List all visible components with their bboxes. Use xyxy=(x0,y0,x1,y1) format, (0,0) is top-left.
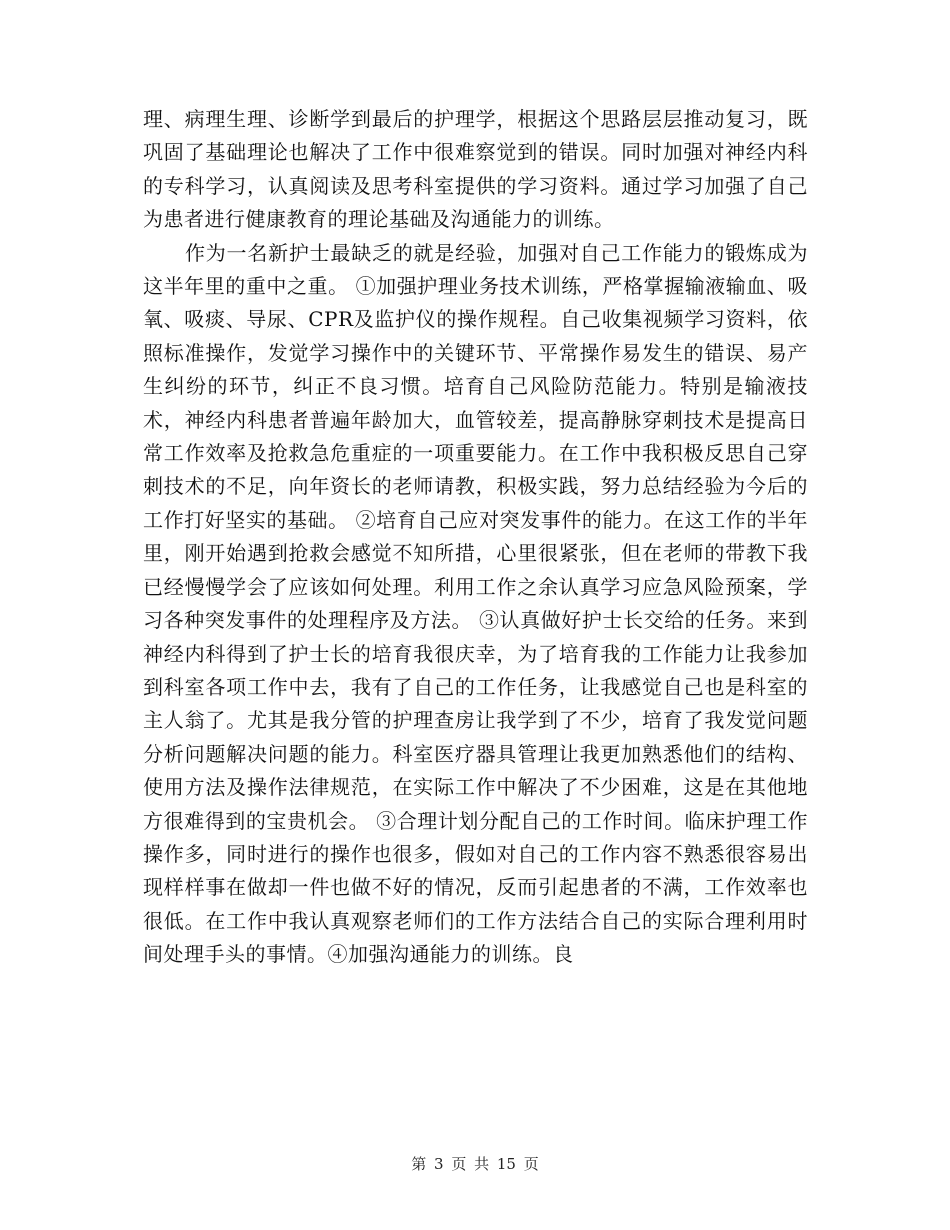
document-body xyxy=(143,103,808,972)
page-footer: 第 3 页 共 15 页 xyxy=(411,1155,539,1173)
paragraph-2: 作为一名新护士最缺乏的就是经验，加强对自己工作能力的锻炼成为这半年里的重中之重。 ①加强护理业务技术训练，严格掌握输液输血、吸氧、吸痰、导尿、CPR及监护仪的操作规程。自己收集视频学习资料，依照标准操作，发觉学习操作中的关键环节、平常操作易发生的错误、易产生纠纷的环节，纠正不良习惯。培育自己风险防范能力。特别是输液技术，神经内科患者普遍年龄加大，血管较差，提高静脉穿刺技术是提高日常工作效率及抢救急危重症的一项重要能力。在工作中我积极反思自己穿刺技术的不足，向年资长的老师请教，积极实践，努力总结经验为今后的工作打好坚实的基础。 ②培育自己应对突发事件的能力。在这工作的半年里，刚开始遇到抢救会感觉不知所措，心里很紧张，但在老师的带教下我已经慢慢学会了应该如何处理。利用工作之余认真学习应急风险预案，学习各种突发事件的处理程序及方法。 ③认真做好护士长交给的任务。来到神经内科得到了护士长的培育我很庆幸，为了培育我的工作能力让我参加到科室各项工作中去，我有了自己的工作任务，让我感觉自己也是科室的主人翁了。尤其是我分管的护理查房让我学到了不少，培育了我发觉问题分析问题解决问题的能力。科室医疗器具管理让我更加熟悉他们的结构、使用方法及操作法律规范，在实际工作中解决了不少困难，这是在其他地方很难得到的宝贵机会。 ③合理计划分配自己的工作时间。临床护理工作操作多，同时进行的操作也很多，假如对自己的工作内容不熟悉很容易出现样样事在做却一件也做不好的情况，反而引起患者的不满，工作效率也很低。在工作中我认真观察老师们的工作方法结合自己的实际合理利用时间处理手头的事情。④加强沟通能力的训练。良 xyxy=(143,240,808,967)
paragraph-1: 理、病理生理、诊断学到最后的护理学，根据这个思路层层推动复习，既巩固了基础理论也解决了工作中很难察觉到的错误。同时加强对神经内科的专科学习，认真阅读及思考科室提供的学习资料。通过学习加强了自己为患者进行健康教育的理论基础及沟通能力的训练。 xyxy=(143,107,808,232)
